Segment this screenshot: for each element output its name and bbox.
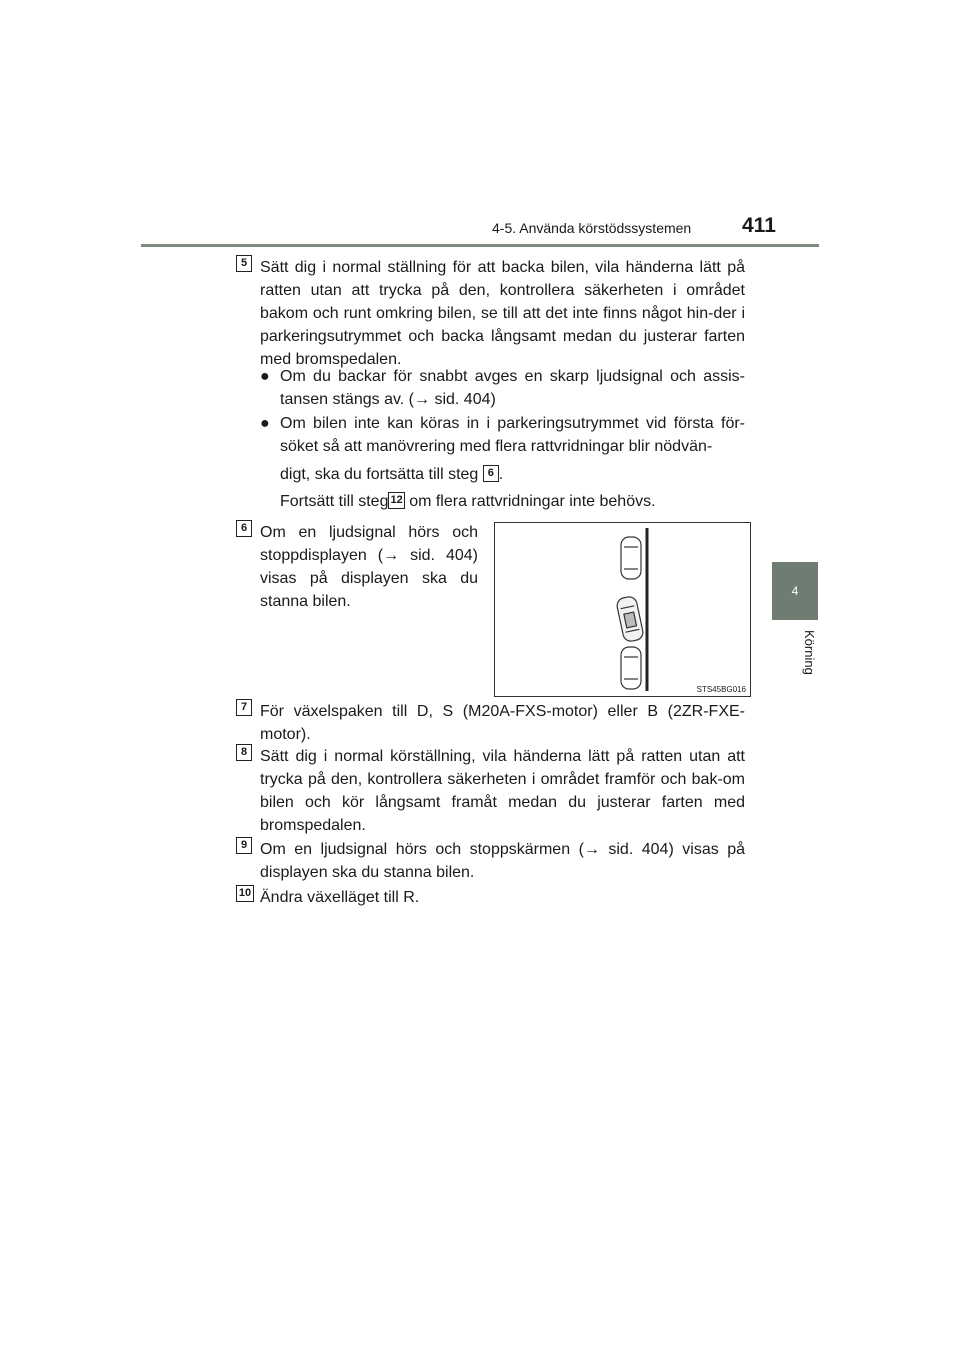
step-6-text: Om en ljudsignal hörs och stoppdisplayen (→ sid. 404) visas på displayen ska du stanna bilen. [260, 524, 478, 610]
step-5-text: Sätt dig i normal ställning för att backa bilen, vila händerna lätt på ratten utan att trycka på den, kontrollera säkerheten i området bakom och runt omkring bilen, se till att det inte finns något hin-der i parkeringsutrymmet och backa långsamt medan du justerar farten med bromspedalen. [260, 259, 745, 368]
alt-text-tail: om flera rattvridningar inte behövs. [409, 493, 656, 510]
parked-car-rear-icon [621, 647, 641, 689]
bullet-icon: ● [260, 415, 270, 432]
section-title: 4-5. Använda körstödssystemen [492, 220, 692, 236]
step-marker-7: 7 [236, 699, 252, 716]
bullet-text: Om du backar för snabbt avges en skarp ljudsignal och assis-tansen stängs av. (→ sid. 404) [280, 368, 745, 408]
step-ref-6: 6 [483, 465, 499, 482]
continue-punct: . [498, 466, 504, 483]
continue-text: digt, ska du fortsätta till steg [280, 466, 479, 483]
step-marker-10: 10 [236, 885, 254, 902]
alt-text: Fortsätt till steg [280, 493, 389, 510]
parking-illustration [494, 522, 751, 697]
step-marker-9: 9 [236, 837, 252, 854]
header-divider [141, 244, 819, 247]
step-5-bullet-2-continuation [280, 463, 745, 486]
step-9-text: Om en ljudsignal hörs och stoppskärmen (→ sid. 404) visas på displayen ska du stanna bilen. [260, 841, 745, 881]
parked-car-front-icon [621, 537, 641, 579]
step-7-text: För växelspaken till D, S (M20A-FXS-motor) eller B (2ZR-FXE-motor). [260, 703, 745, 743]
step-5-alternative [280, 490, 745, 513]
step-marker-8: 8 [236, 744, 252, 761]
step-5-bullet-1 [260, 365, 745, 411]
bullet-icon: ● [260, 368, 270, 385]
step-10-text: Ändra växelläget till R. [260, 889, 420, 906]
step-marker-5: 5 [236, 255, 252, 272]
chapter-label: Körning [802, 630, 817, 675]
step-ref-12: 12 [388, 492, 404, 509]
figure-caption: STS45BG016 [696, 685, 746, 694]
step-8-text: Sätt dig i normal körställning, vila händerna lätt på ratten utan att trycka på den, kontrollera säkerheten i området framför och bak-om bilen och kör långsamt framåt medan du justerar farten med bromspedalen. [260, 748, 745, 834]
step-marker-6: 6 [236, 520, 252, 537]
maneuvering-car-icon [616, 595, 645, 642]
parking-diagram [495, 523, 750, 696]
bullet-text: Om bilen inte kan köras in i parkeringsutrymmet vid första för-söket så att manövrering med flera rattvridningar blir nödvän- [280, 415, 745, 455]
step-5-bullet-2 [260, 412, 745, 458]
page-number: 411 [742, 214, 776, 237]
chapter-tab: 4 [772, 562, 818, 620]
